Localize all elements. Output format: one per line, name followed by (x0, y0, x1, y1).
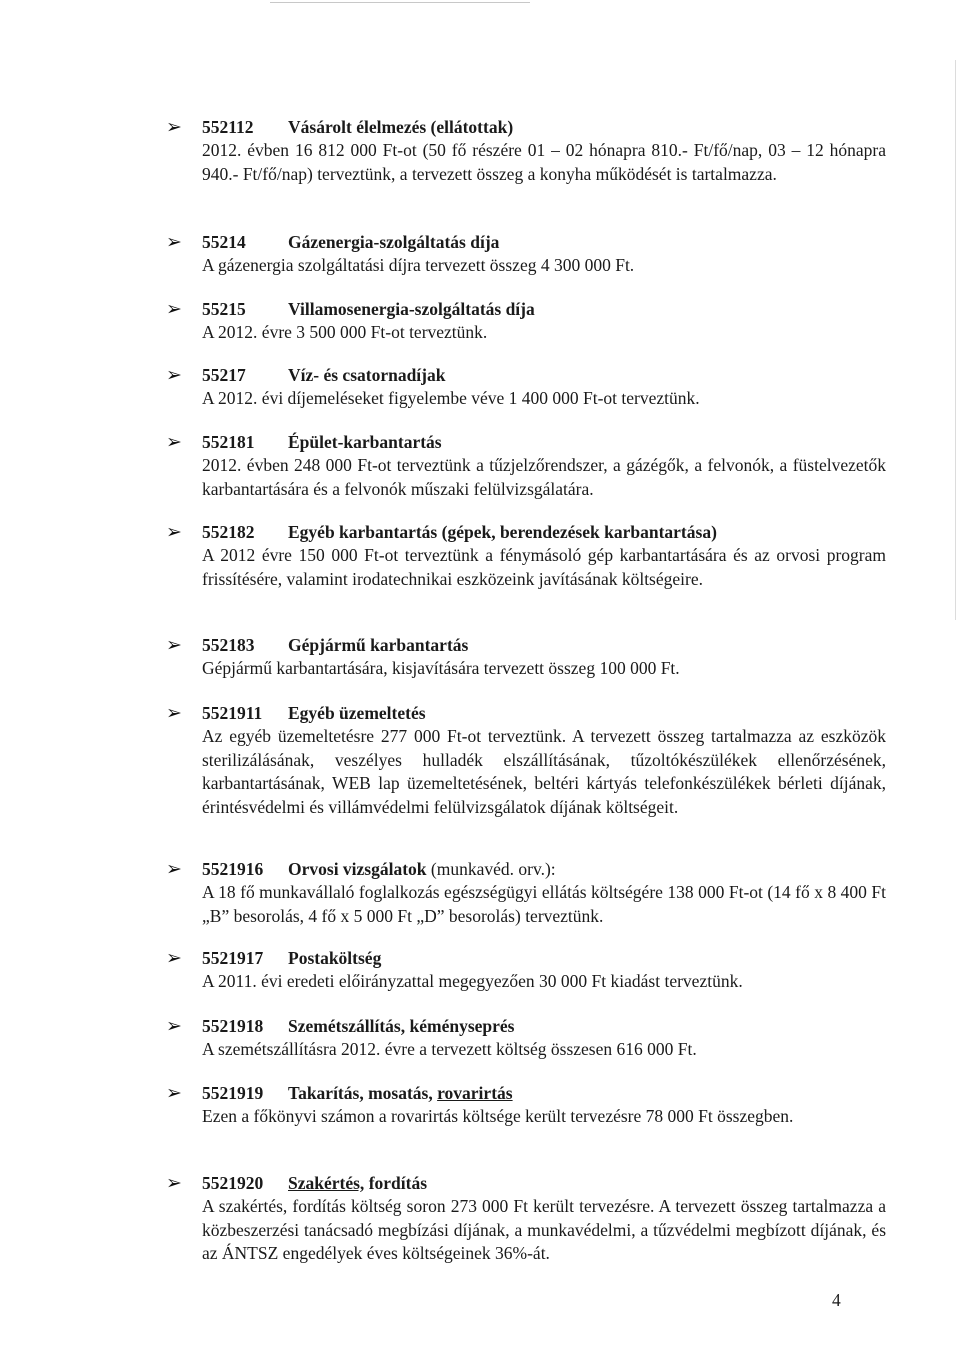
section-5521920 (166, 1172, 886, 1266)
section-heading (202, 116, 886, 139)
scan-top-rule (270, 2, 530, 3)
section-title: Postaköltség (288, 948, 382, 968)
section-5521916 (166, 858, 886, 928)
arrow-bullet-icon: ➢ (166, 432, 182, 453)
section-552112 (166, 116, 886, 186)
section-title-suffix: (munkavéd. orv.): (430, 859, 556, 879)
section-heading (202, 231, 886, 254)
section-heading (202, 1082, 886, 1105)
arrow-bullet-icon: ➢ (166, 859, 182, 880)
section-heading (202, 1172, 886, 1195)
section-code: 55214 (202, 232, 246, 252)
section-55217 (166, 364, 886, 411)
arrow-bullet-icon: ➢ (166, 948, 182, 969)
section-title: Egyéb üzemeltetés (288, 703, 426, 723)
section-body: Gépjármű karbantartására, kisjavítására tervezett összeg 100 000 Ft. (202, 658, 680, 678)
section-title: Villamosenergia-szolgáltatás díja (288, 299, 535, 319)
arrow-bullet-icon: ➢ (166, 1083, 182, 1104)
section-body: A 2012. évi díjemeléseket figyelembe véve 1 400 000 Ft-ot terveztünk. (202, 388, 700, 408)
section-body: Ezen a főkönyvi számon a rovarirtás költsége került tervezésre 78 000 Ft összegben. (202, 1106, 794, 1126)
section-heading (202, 431, 886, 454)
section-heading (202, 634, 886, 657)
section-title: fordítás (368, 1173, 428, 1193)
section-title: Gázenergia-szolgáltatás díja (288, 232, 500, 252)
section-5521918 (166, 1015, 886, 1062)
section-title: Szemétszállítás, kéményseprés (288, 1016, 515, 1036)
arrow-bullet-icon: ➢ (166, 365, 182, 386)
section-body: 2012. évben 16 812 000 Ft-ot (50 fő részére 01 – 02 hónapra 810.- Ft/fő/nap, 03 – 12 hónapra 940.- Ft/fő/nap) terveztünk, a tervezett összeg a konyha működését is tartalmazza. (202, 140, 886, 184)
section-heading (202, 858, 886, 881)
section-code: 552182 (202, 522, 255, 542)
section-552183 (166, 634, 886, 681)
section-5521911 (166, 702, 886, 819)
section-552181 (166, 431, 886, 501)
arrow-bullet-icon: ➢ (166, 1173, 182, 1194)
section-body: A 2011. évi eredeti előirányzattal megegyezően 30 000 Ft kiadást terveztünk. (202, 971, 743, 991)
arrow-bullet-icon: ➢ (166, 299, 182, 320)
section-title: Épület-karbantartás (288, 432, 442, 452)
section-55214 (166, 231, 886, 278)
arrow-bullet-icon: ➢ (166, 522, 182, 543)
section-heading (202, 702, 886, 725)
arrow-bullet-icon: ➢ (166, 1016, 182, 1037)
section-title: Gépjármű karbantartás (288, 635, 469, 655)
section-body: A szemétszállításra 2012. évre a tervezett költség összesen 616 000 Ft. (202, 1039, 697, 1059)
section-body: A 2012 évre 150 000 Ft-ot terveztünk a fénymásoló gép karbantartására és az orvosi program frissítésére, valamint irodatechnikai eszközeink javításának költségeire. (202, 545, 886, 589)
arrow-bullet-icon: ➢ (166, 232, 182, 253)
section-body: A 2012. évre 3 500 000 Ft-ot terveztünk. (202, 322, 488, 342)
section-body: A gázenergia szolgáltatási díjra tervezett összeg 4 300 000 Ft. (202, 255, 635, 275)
section-title: Víz- és csatornadíjak (288, 365, 446, 385)
section-code: 5521911 (202, 703, 263, 723)
section-55215 (166, 298, 886, 345)
section-5521917 (166, 947, 886, 994)
section-code: 5521918 (202, 1016, 264, 1036)
section-title: Vásárolt élelmezés (ellátottak) (288, 117, 514, 137)
section-code: 55217 (202, 365, 246, 385)
section-code: 5521917 (202, 948, 264, 968)
section-code: 55215 (202, 299, 246, 319)
section-heading (202, 364, 886, 387)
arrow-bullet-icon: ➢ (166, 117, 182, 138)
section-title: Orvosi vizsgálatok (288, 859, 427, 879)
section-5521919 (166, 1082, 886, 1129)
scan-margin-line (955, 60, 956, 620)
page-number: 4 (832, 1290, 841, 1310)
section-code: 552181 (202, 432, 255, 452)
section-title-underlined: rovarirtás (437, 1083, 513, 1103)
section-title-underlined: Szakértés, (288, 1173, 365, 1193)
section-code: 5521920 (202, 1173, 264, 1193)
section-body: 2012. évben 248 000 Ft-ot terveztünk a tűzjelzőrendszer, a gázégők, a felvonók, a füstelvezetők karbantartására és a felvonók műszaki felülvizsgálatára. (202, 455, 886, 499)
section-title: Egyéb karbantartás (gépek, berendezések karbantartása) (288, 522, 717, 542)
section-code: 552183 (202, 635, 255, 655)
arrow-bullet-icon: ➢ (166, 635, 182, 656)
section-code: 5521919 (202, 1083, 264, 1103)
section-code: 552112 (202, 117, 254, 137)
section-heading (202, 947, 886, 970)
section-title: Takarítás, mosatás, (288, 1083, 433, 1103)
section-body: A szakértés, fordítás költség soron 273 000 Ft került tervezésre. A tervezett összeg tartalmazza a közbeszerzési tanácsadó megbízási díjának, a munkavédelmi, a tűzvédelmi megbízott díjának, és az ÁNTSZ engedélyek éves költségeinek 36%-át. (202, 1196, 886, 1263)
section-heading (202, 1015, 886, 1038)
section-552182 (166, 521, 886, 591)
section-code: 5521916 (202, 859, 264, 879)
section-heading (202, 521, 886, 544)
section-heading (202, 298, 886, 321)
section-body: Az egyéb üzemeltetésre 277 000 Ft-ot terveztünk. A tervezett összeg tartalmazza az eszközök sterilizálásának, veszélyes hulladék elszállításának, tűzoltókészülékek ellenőrzésének, karbantartásának, WEB lap üzemeltetésének, beltéri kártyás telefonkészülékek bérleti díjának, érintésvédelmi és villámvédelmi felülvizsgálatok díjának költségeit. (202, 726, 886, 817)
section-body: A 18 fő munkavállaló foglalkozás egészségügyi ellátás költségére 138 000 Ft-ot (14 fő x 8 400 Ft „B” besorolás, 4 fő x 5 000 Ft „D” besorolás) terveztünk. (202, 882, 886, 926)
arrow-bullet-icon: ➢ (166, 703, 182, 724)
